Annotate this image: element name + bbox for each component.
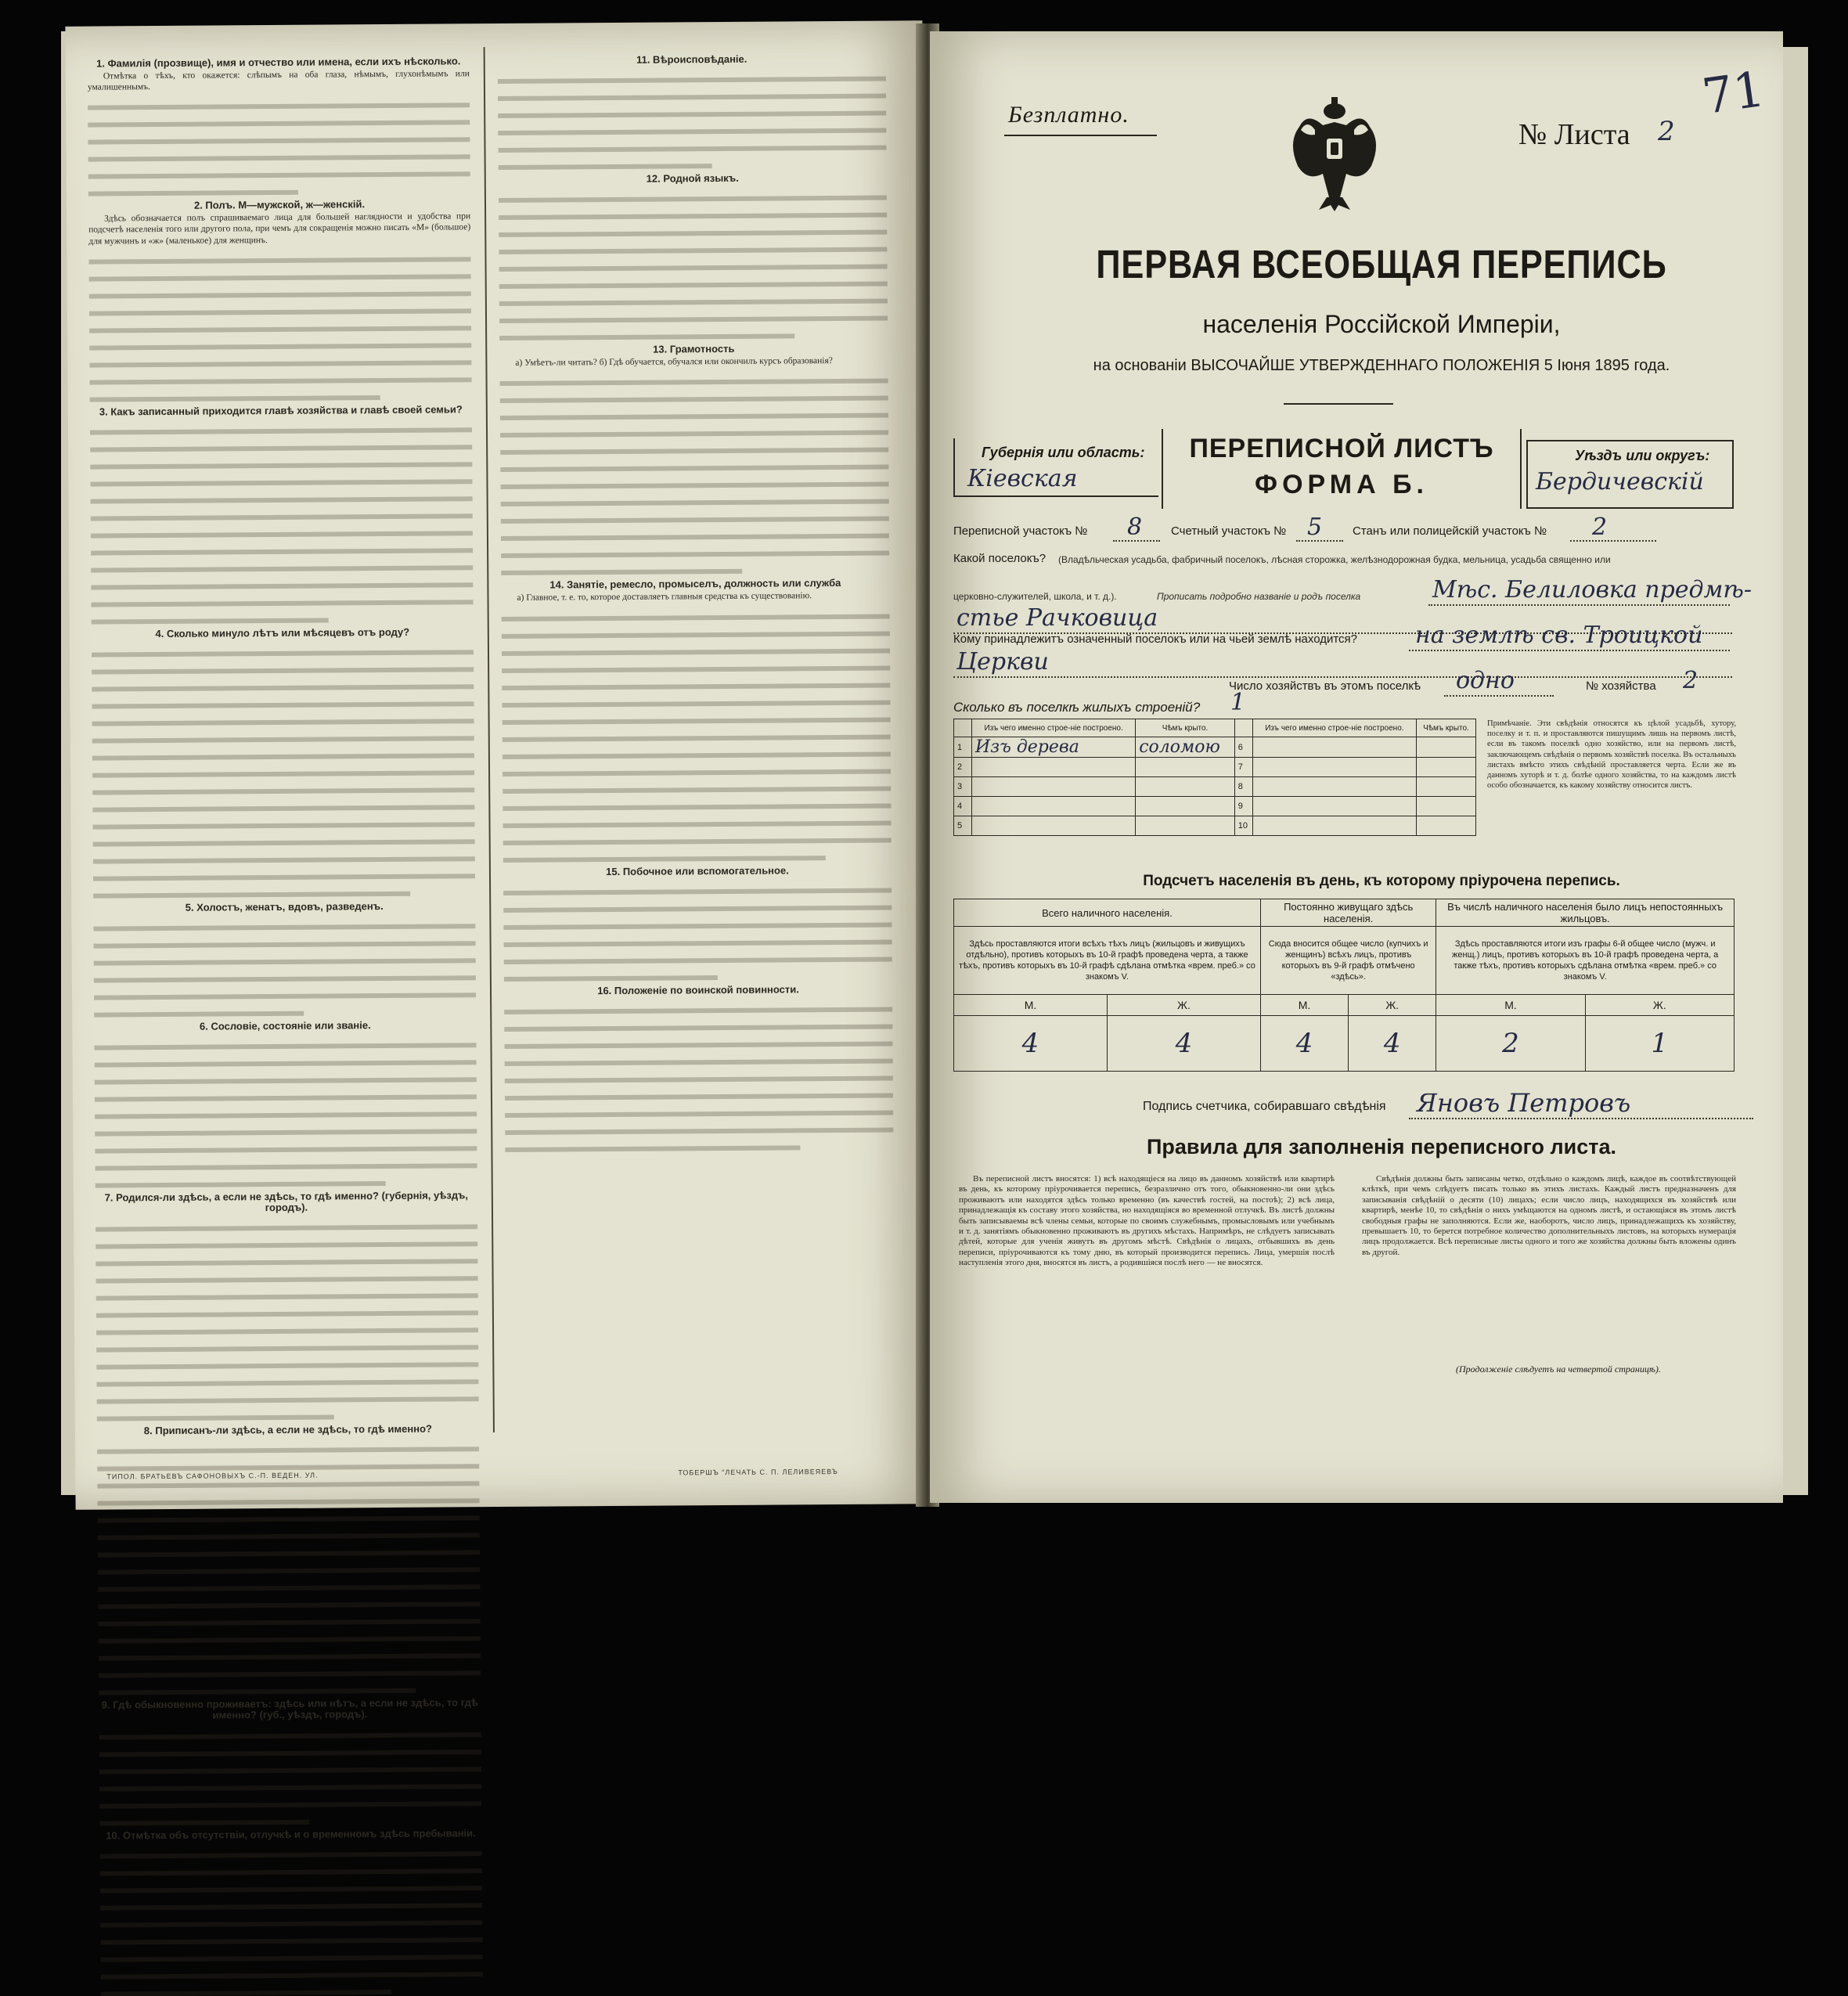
police-area-value: 2 — [1592, 513, 1608, 541]
print-texture-line — [505, 1099, 893, 1117]
print-texture-line — [99, 1677, 416, 1695]
household-number-label: № хозяйства — [1586, 679, 1656, 693]
building-material — [972, 797, 1136, 816]
print-texture-line — [500, 385, 888, 403]
buildings-count-value: 1 — [1230, 689, 1246, 716]
print-texture-line — [501, 540, 889, 558]
print-texture-line — [502, 637, 890, 655]
district-label: Уѣздъ или округъ: — [1575, 448, 1710, 463]
print-texture-line — [498, 117, 886, 135]
print-texture-line — [94, 1000, 304, 1018]
sheet-title: ПЕРЕПИСНОЙ ЛИСТЪ — [1189, 434, 1494, 463]
print-texture-line — [97, 1385, 479, 1403]
settlement-line-1 — [1428, 604, 1730, 606]
tally-sex-female: Ж. — [1107, 995, 1260, 1016]
tally-group-total-desc: Здѣсь проставляются итоги всѣхъ тѣхъ лицъ (жильцовъ и живущихъ отдѣльно), противъ которыхъ въ 10-й графѣ проведена черта, а также тѣхъ, противъ которыхъ въ 10-й графѣ сдѣлана отмѣтка «врем. преб.» со знакомъ V. — [954, 927, 1261, 995]
print-texture-line — [88, 179, 299, 196]
owner-value-line-2: Церкви — [956, 648, 1049, 676]
households-line — [1444, 695, 1554, 697]
print-texture-line — [500, 402, 888, 420]
buildings-header-kind-left: Изъ чего именно строе-ніе построено. — [972, 719, 1136, 737]
instruction-heading: 11. Вѣроисповѣданіе. — [636, 52, 747, 66]
building-number: 9 — [1234, 797, 1252, 816]
building-roof — [1136, 797, 1235, 816]
building-roof — [1136, 777, 1235, 797]
building-material — [1252, 816, 1416, 836]
print-texture-line — [499, 323, 794, 341]
print-texture-line — [92, 759, 474, 777]
census-area-label: Переписной участокъ № — [953, 524, 1088, 538]
print-texture-line — [91, 589, 473, 607]
instruction-text: а) Умѣетъ-ли читать? б) Гдѣ обучается, обучался или окончилъ курсъ образованія? — [515, 356, 833, 369]
print-texture-line — [95, 1118, 477, 1136]
print-texture-line — [504, 964, 718, 982]
print-texture-line — [503, 845, 826, 863]
household-number-value: 2 — [1683, 667, 1699, 694]
header-rule — [1284, 403, 1393, 405]
settlement-hint-3: Прописать подробно названіе и родъ поселка — [1157, 591, 1361, 602]
print-texture-line — [92, 742, 474, 760]
province-box — [953, 438, 1158, 497]
print-texture-line — [91, 485, 473, 503]
building-number: 4 — [954, 797, 972, 816]
instruction-heading: 8. Приписанъ-ли здѣсь, а если не здѣсь, то гдѣ именно? — [143, 1422, 433, 1437]
tally-value-permanent-male: 4 — [1260, 1016, 1348, 1072]
print-texture-line — [499, 305, 888, 323]
tally-sex-male: М. — [1436, 995, 1585, 1016]
province-value: Кіевская — [967, 465, 1078, 492]
print-texture-line — [500, 420, 888, 438]
buildings-header-roof-left: Чѣмъ крыто. — [1136, 719, 1235, 737]
print-texture-line — [89, 263, 471, 281]
instruction-heading: 6. Сословіе, состояніе или званіе. — [199, 1019, 371, 1032]
building-material — [972, 758, 1136, 777]
print-texture-line — [505, 1116, 893, 1134]
column-divider — [484, 47, 495, 1432]
print-texture-line — [88, 144, 470, 162]
print-texture-line — [499, 288, 888, 306]
settlement-hint-2: церковно-служителей, школа, и т. д.). — [953, 591, 1117, 602]
building-material — [972, 777, 1136, 797]
print-texture-line — [90, 451, 472, 469]
print-texture-line — [94, 947, 476, 965]
building-roof — [1417, 816, 1476, 836]
print-texture-line — [96, 1299, 478, 1317]
print-texture-line — [96, 1317, 478, 1335]
buildings-header-number-right — [1234, 719, 1252, 737]
print-texture-line — [92, 673, 474, 691]
print-texture-line — [499, 219, 887, 237]
print-texture-line — [93, 930, 475, 948]
settlement-question: Какой поселокъ? — [953, 552, 1046, 565]
tally-value-total-female: 4 — [1107, 1016, 1260, 1072]
print-texture-line — [93, 845, 475, 863]
print-texture-line — [92, 607, 329, 624]
print-texture-line — [101, 1979, 391, 1996]
building-number: 1 — [954, 737, 972, 758]
print-texture-line — [499, 368, 888, 386]
census-area-value: 8 — [1127, 513, 1143, 541]
print-texture-line — [504, 996, 892, 1014]
print-texture-line — [91, 520, 473, 538]
district-box — [1526, 440, 1734, 509]
print-texture-line — [499, 185, 887, 203]
print-texture-line — [98, 1540, 480, 1558]
count-area-label: Счетный участокъ № — [1171, 524, 1287, 538]
print-texture-line — [498, 135, 886, 153]
settlement-hint: (Владѣльческая усадьба, фабричный поселокъ, лѣсная сторожка, желѣзнодорожная будка, мельница, усадьба священно или — [1058, 554, 1611, 565]
buildings-header-roof-right: Чѣмъ крыто. — [1417, 719, 1476, 737]
print-texture-line — [500, 437, 888, 455]
print-texture-line — [504, 1030, 892, 1048]
instruction-heading: 1. Фамилія (прозвище), имя и отчество или имена, если ихъ нѣсколько. — [96, 55, 461, 70]
buildings-row — [954, 816, 1476, 836]
instruction-heading: 14. Занятіе, ремесло, промыселъ, должность или служба — [549, 577, 841, 591]
print-texture-line — [92, 776, 474, 794]
print-texture-line — [502, 689, 890, 707]
instruction-text: Здѣсь обозначается полъ спрашиваемаго лица для большей наглядности и удобства при подсчетѣ населенія того или другого пола, при чемъ для сокращенія можно писать «М» (большое) для мужчинъ и «ж» (маленькое) для женщинъ. — [88, 211, 471, 247]
tally-value-permanent-female: 4 — [1349, 1016, 1436, 1072]
building-number: 7 — [1234, 758, 1252, 777]
households-label: Число хозяйствъ въ этомъ поселкѣ — [1229, 679, 1421, 693]
instruction-heading: 13. Грамотность — [653, 343, 735, 355]
print-texture-line — [91, 554, 473, 572]
print-texture-line — [92, 725, 474, 743]
tally-value-temporary-male: 2 — [1436, 1016, 1585, 1072]
print-texture-line — [95, 1049, 477, 1067]
tally-sex-female: Ж. — [1349, 995, 1436, 1016]
print-texture-line — [502, 706, 890, 724]
instruction-text: Отмѣтка о тѣхъ, кто окажется: слѣпымъ на оба глаза, нѣмымъ, глухонѣмымъ или умалишеннымъ. — [87, 69, 470, 92]
print-texture-line — [503, 740, 891, 758]
print-texture-line — [94, 1032, 476, 1050]
print-texture-line — [98, 1522, 480, 1540]
print-texture-line — [99, 1773, 481, 1791]
police-area-label: Станъ или полицейскій участокъ № — [1353, 524, 1547, 538]
building-material — [1252, 797, 1416, 816]
print-texture-line — [95, 1135, 477, 1153]
archive-folio-number: 71 — [1699, 59, 1768, 126]
print-texture-line — [93, 881, 410, 899]
sheet-number-value: 2 — [1658, 116, 1675, 147]
building-number: 8 — [1234, 777, 1252, 797]
print-texture-line — [97, 1404, 334, 1421]
instruction-heading: 5. Холостъ, женатъ, вдовъ, разведенъ. — [185, 899, 384, 913]
print-texture-line — [100, 1875, 482, 1893]
print-texture-line — [96, 1351, 478, 1369]
print-texture-line — [100, 1840, 482, 1858]
building-roof: соломою — [1136, 737, 1235, 758]
print-texture-line — [503, 928, 892, 946]
instruction-heading: 12. Родной языкъ. — [646, 171, 739, 185]
instruction-heading: 3. Какъ записанный приходится главѣ хозяйства и главѣ своей семьи? — [99, 402, 463, 418]
tally-value-total-male: 4 — [954, 1016, 1108, 1072]
tally-group-temporary-desc: Здѣсь проставляются итоги изъ графы 6-й общее число (мужч. и женщ.) лицъ, противъ которыхъ въ 10-й графѣ проведена черта, а также тѣхъ, противъ которыхъ сдѣлана отмѣтка «врем. преб.» со знакомъ V. — [1436, 927, 1735, 995]
print-texture-line — [94, 964, 476, 982]
building-number: 2 — [954, 758, 972, 777]
print-texture-line — [96, 1282, 478, 1300]
free-label-underline — [1004, 135, 1157, 136]
print-texture-line — [89, 332, 471, 350]
print-texture-line — [99, 1660, 481, 1678]
legal-basis-line: на основаніи ВЫСОЧАЙШЕ УТВЕРЖДЕННАГО ПОЛОЖЕНІЯ 5 Іюня 1895 года. — [1093, 357, 1670, 374]
print-texture-line — [501, 558, 742, 575]
print-texture-line — [90, 416, 472, 434]
print-texture-line — [99, 1756, 481, 1774]
print-texture-line — [90, 468, 472, 486]
buildings-row — [954, 777, 1476, 797]
rules-column-1 — [959, 1174, 1335, 1362]
left-page-column-2 — [498, 49, 896, 1460]
rules-paragraph-2: Свѣдѣнія должны быть записаны четко, отдѣльно о каждомъ лицѣ, каждое въ соотвѣтствующей клѣткѣ, при чемъ слѣдуетъ писать только въ этихъ листахъ. Каждый листъ предназначенъ для записыванія свѣдѣній о десяти (10) лицахъ; если число лицъ, находящихся въ хозяйствѣ или квартирѣ, менѣе 10, то свѣдѣнія о нихъ умѣщаются на одномъ листѣ, и остающіяся въ этомъ листѣ свободныя графы не заполняются. Если же, наоборотъ, число лицъ, принадлежащихъ къ хозяйству, превышаетъ 10, то берется потребное количество дополнительныхъ листовъ, на которыхъ нумерація лицъ продолжается. Всѣ переписные листы одного и того же хозяйства должны быть вложены одинъ въ другой. — [1362, 1174, 1736, 1257]
households-value: одно — [1456, 667, 1515, 694]
print-texture-line — [499, 271, 888, 289]
print-texture-line — [503, 758, 891, 776]
buildings-note: Примѣчаніе. Эти свѣдѣнія относятся къ цѣлой усадьбѣ, хутору, поселку и т. п. и проставляются пишущимъ лишь на первомъ листѣ, если въ такомъ поселкѣ одно хозяйство, или на первомъ листѣ, заключающемъ свѣдѣнія о первомъ хозяйствѣ поселка. Въ остальныхъ листахъ вмѣсто этихъ свѣдѣній проставляется черта. Если же въ данномъ хуторѣ и т. д. болѣе одного хозяйства, то на каждомъ листѣ особо обозначается, къ какому хозяйству относится листъ. — [1487, 719, 1736, 791]
tally-table — [953, 899, 1735, 1072]
print-texture-line — [100, 1926, 482, 1944]
print-texture-line — [100, 1857, 482, 1875]
instruction-heading: 4. Сколько минуло лѣтъ или мѣсяцевъ отъ роду? — [155, 625, 410, 640]
print-texture-line — [98, 1505, 480, 1523]
building-material — [972, 816, 1136, 836]
building-roof — [1136, 816, 1235, 836]
building-number: 10 — [1234, 816, 1252, 836]
print-texture-line — [501, 488, 889, 506]
building-material — [1252, 777, 1416, 797]
instruction-heading: 10. Отмѣтка объ отсутствіи, отлучкѣ и о временномъ здѣсь пребываніи. — [106, 1826, 476, 1842]
print-texture-line — [95, 1213, 477, 1231]
owner-line-2 — [953, 676, 1732, 678]
print-texture-line — [505, 1047, 893, 1065]
printer-imprint-left: ТИПОЛ. БРАТЬЕВЪ САФОНОВЫХЪ С.-П. ВЕДЕН. УЛ. — [106, 1471, 319, 1481]
print-texture-line — [90, 434, 472, 452]
print-texture-line — [100, 1892, 482, 1910]
double-headed-eagle-emblem — [1284, 95, 1385, 213]
buildings-count-label: Сколько въ поселкѣ жилыхъ строеній? — [953, 700, 1201, 715]
tally-title: Подсчетъ населенія въ день, къ которому пріурочена перепись. — [1143, 873, 1620, 889]
print-texture-line — [98, 1557, 480, 1575]
print-texture-line — [504, 1013, 892, 1031]
print-texture-line — [95, 1248, 477, 1266]
rules-title: Правила для заполненія переписного листа. — [1146, 1135, 1617, 1158]
print-texture-line — [92, 708, 474, 726]
building-roof — [1417, 737, 1476, 758]
print-texture-line — [91, 537, 473, 555]
tally-group-permanent-header: Постоянно живущаго здѣсь населенія. — [1260, 899, 1436, 927]
settlement-value-line-1: Мѣс. Белиловка предмѣ- — [1432, 576, 1753, 603]
print-texture-line — [96, 1368, 478, 1386]
print-texture-line — [96, 1334, 478, 1352]
print-texture-line — [92, 656, 474, 674]
enumerator-signature-label: Подпись счетчика, собиравшаго свѣдѣнія — [1143, 1100, 1386, 1113]
buildings-row — [954, 737, 1476, 758]
tally-sex-female: Ж. — [1585, 995, 1734, 1016]
building-roof — [1417, 777, 1476, 797]
print-texture-line — [99, 1721, 481, 1739]
instruction-heading: 7. Родился-ли здѣсь, а если не здѣсь, то гдѣ именно? (губернія, уѣздъ, городъ). — [104, 1189, 469, 1214]
signature-line — [1409, 1118, 1753, 1119]
print-texture-line — [503, 775, 891, 793]
print-texture-line — [503, 911, 892, 929]
buildings-header-kind-right: Изъ чего именно строе-ніе построено. — [1252, 719, 1416, 737]
print-texture-line — [99, 1643, 481, 1661]
print-texture-line — [88, 110, 470, 128]
print-texture-line — [89, 280, 471, 298]
instruction-heading: 2. Полъ. М—мужской, ж—женскій. — [193, 198, 366, 211]
owner-line-1 — [1409, 650, 1730, 651]
print-texture-line — [89, 349, 471, 367]
print-texture-line — [94, 982, 476, 1000]
building-roof — [1136, 758, 1235, 777]
tally-sex-male: М. — [954, 995, 1108, 1016]
print-texture-line — [501, 506, 889, 524]
print-texture-line — [498, 66, 886, 84]
instruction-heading: 9. Гдѣ обыкновенно проживаетъ: здѣсь или нѣтъ, а если не здѣсь, то гдѣ именно? (губ., уѣздъ, городъ). — [101, 1696, 479, 1721]
owner-question: Кому принадлежитъ означенный поселокъ или на чьей землѣ находится? — [953, 632, 1358, 646]
print-texture-line — [99, 1808, 310, 1825]
buildings-row — [954, 758, 1476, 777]
print-texture-line — [92, 794, 474, 812]
tally-group-temporary-header: Въ числѣ наличного населенія было лицъ непостоянныхъ жильцовъ. — [1436, 899, 1735, 927]
print-texture-line — [498, 100, 886, 118]
print-texture-line — [92, 639, 474, 657]
print-texture-line — [95, 1170, 386, 1188]
tally-group-permanent-desc: Сюда вносится общее число (купчихъ и женщинъ) всѣхъ лицъ, противъ которыхъ въ 9-й графѣ отмѣчено «здѣсь». — [1260, 927, 1436, 995]
print-texture-line — [88, 246, 470, 264]
building-roof — [1417, 797, 1476, 816]
print-texture-line — [503, 723, 891, 741]
print-texture-line — [503, 809, 891, 827]
building-material — [1252, 758, 1416, 777]
print-texture-line — [97, 1488, 479, 1506]
tally-sex-male: М. — [1260, 995, 1348, 1016]
print-texture-line — [503, 792, 891, 810]
print-texture-line — [93, 863, 475, 881]
print-texture-line — [95, 1265, 477, 1283]
province-label: Губернія или область: — [982, 445, 1145, 460]
print-texture-line — [98, 1591, 480, 1609]
tally-value-temporary-female: 1 — [1585, 1016, 1734, 1072]
buildings-row — [954, 797, 1476, 816]
print-texture-line — [95, 1101, 477, 1119]
print-texture-line — [88, 92, 470, 110]
print-texture-line — [499, 254, 887, 272]
print-texture-line — [502, 672, 890, 690]
print-texture-line — [505, 1082, 893, 1100]
printer-imprint-right: ТОБЕРШЪ "ЛЕЧАТЬ С. П. ЛЕЛИВЕЯЕВЪ — [678, 1467, 838, 1477]
print-texture-line — [88, 161, 470, 179]
rules-column-2 — [1362, 1174, 1736, 1362]
enumerator-signature: Яновъ Петровъ — [1417, 1088, 1631, 1118]
print-texture-line — [99, 1626, 481, 1644]
print-texture-line — [88, 127, 470, 145]
print-texture-line — [505, 1134, 800, 1152]
building-number: 6 — [1234, 737, 1252, 758]
print-texture-line — [99, 1609, 481, 1627]
print-texture-line — [91, 571, 473, 589]
print-texture-line — [97, 1454, 479, 1472]
left-page — [65, 20, 932, 1842]
sheet-number-label: № Листа — [1518, 118, 1630, 151]
form-name: ФОРМА Б. — [1255, 470, 1428, 499]
print-texture-line — [101, 1961, 483, 1979]
print-texture-line — [501, 523, 889, 541]
print-texture-line — [498, 83, 886, 101]
print-texture-line — [90, 384, 380, 402]
owner-value-line-1: на землѣ св. Троицкой — [1415, 621, 1703, 649]
count-area-value: 5 — [1307, 513, 1323, 541]
census-subtitle: населенія Россійской Имперіи, — [1202, 310, 1561, 338]
print-texture-line — [504, 946, 892, 964]
print-texture-line — [97, 1436, 479, 1454]
print-texture-line — [95, 1230, 477, 1248]
print-texture-line — [499, 153, 712, 170]
rules-paragraph-1: Въ переписной листъ вносятся: 1) всѣ находящіеся на лицо въ данномъ хозяйствѣ или квартирѣ въ день, къ которому пріурочивается перепись, безразлично отъ того, обыкновенно-ли они здѣсь проживаютъ или находятся здѣсь только временно (въ качествѣ гостей, на постоѣ); 2) всѣ лица, принадлежащія къ составу этого хозяйства, но находящіяся во временной отлучкѣ. Въ листѣ должны быть записываемы всѣ члены семьи, которые по своимъ служебнымъ, промысловымъ или учебнымъ и т. д. занятіямъ обыкновенно проживаютъ въ другихъ мѣстахъ. Напримѣръ, не слѣдуетъ записывать дѣтей, которые для ученія живутъ въ другомъ мѣстѣ. Свѣдѣнія о лицахъ, отбывшихъ въ день переписи, пріурочиваются къ тому дню, въ который производится перепись. Лица, умершія послѣ наступленія этого дня, вносятся въ листъ, а родившіяся послѣ него — не вносятся. — [959, 1174, 1335, 1268]
print-texture-line — [89, 366, 471, 384]
building-material: Изъ дерева — [972, 737, 1136, 758]
print-texture-line — [92, 811, 474, 829]
print-texture-line — [93, 828, 475, 846]
building-roof — [1417, 758, 1476, 777]
instruction-text: а) Главное, т. е. то, которое доставляетъ главныя средства къ существованію. — [517, 591, 812, 603]
print-texture-line — [500, 454, 888, 472]
district-value: Бердичевскій — [1536, 468, 1704, 495]
print-texture-line — [89, 315, 471, 333]
print-texture-line — [93, 913, 475, 931]
print-texture-line — [91, 503, 473, 521]
print-texture-line — [89, 297, 471, 315]
print-texture-line — [502, 603, 890, 621]
print-texture-line — [503, 894, 892, 912]
print-texture-line — [499, 236, 887, 254]
print-texture-line — [95, 1066, 477, 1084]
print-texture-line — [95, 1152, 477, 1170]
buildings-table — [953, 719, 1476, 836]
print-texture-line — [500, 471, 888, 489]
tally-group-total-header: Всего наличного населенія. — [954, 899, 1261, 927]
print-texture-line — [499, 202, 887, 220]
print-texture-line — [502, 654, 890, 672]
buildings-header-number — [954, 719, 972, 737]
instruction-heading: 16. Положеніе по воинской повинности. — [597, 982, 799, 996]
settlement-value-line-2: стье Рачковица — [956, 604, 1158, 632]
instruction-heading: 15. Побочное или вспомогательное. — [606, 863, 789, 877]
print-texture-line — [92, 690, 474, 708]
print-texture-line — [503, 877, 892, 895]
print-texture-line — [503, 827, 892, 845]
building-number: 5 — [954, 816, 972, 836]
continuation-note: (Продолженіе слѣдуетъ на четвертой страницѣ). — [1456, 1364, 1661, 1375]
print-texture-line — [101, 1944, 483, 1962]
print-texture-line — [502, 620, 890, 638]
print-texture-line — [100, 1909, 482, 1927]
building-number: 3 — [954, 777, 972, 797]
building-material — [1252, 737, 1416, 758]
census-main-title: ПЕРВАЯ ВСЕОБЩАЯ ПЕРЕПИСЬ — [1096, 242, 1667, 286]
print-texture-line — [505, 1065, 893, 1083]
print-texture-line — [99, 1790, 481, 1808]
sheet-title-box — [1162, 429, 1522, 509]
free-of-charge-label: Безплатно. — [1008, 102, 1129, 128]
print-texture-line — [95, 1083, 477, 1101]
print-texture-line — [98, 1574, 480, 1592]
print-texture-line — [99, 1738, 481, 1756]
police-area-line — [1570, 540, 1656, 542]
